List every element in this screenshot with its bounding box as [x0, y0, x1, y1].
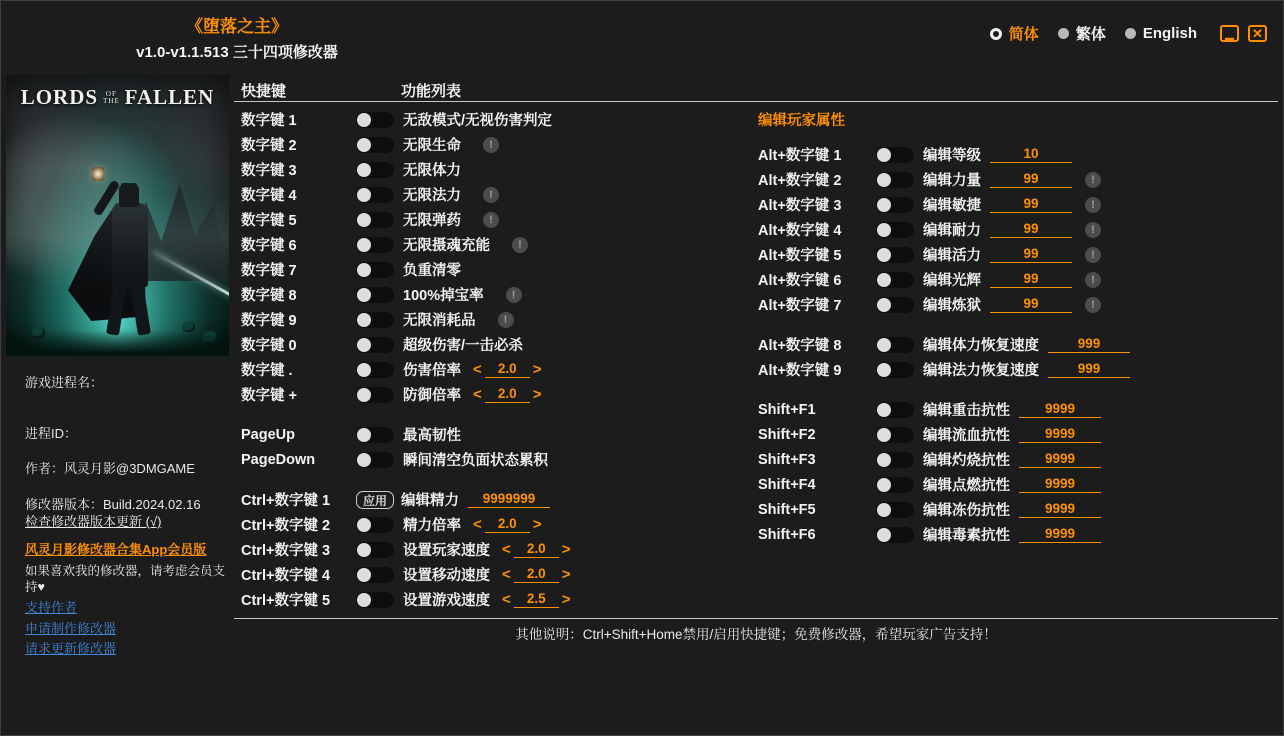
stepper-decrease-icon[interactable]: <	[473, 386, 482, 403]
value-input[interactable]: 99	[990, 271, 1072, 288]
value-input[interactable]: 99	[990, 221, 1072, 238]
function-label: 编辑法力恢复速度	[923, 363, 1039, 379]
value-input[interactable]: 9999999	[468, 491, 550, 508]
function-label: 设置游戏速度	[403, 593, 490, 609]
toggle-knob	[357, 568, 371, 582]
value-input[interactable]: 9999	[1019, 426, 1101, 443]
hotkey-label: Shift+F1	[758, 401, 816, 418]
warning-icon: !	[483, 212, 499, 228]
toggle-knob	[877, 478, 891, 492]
hotkey-row	[241, 232, 771, 257]
process-id-label: 进程ID：	[25, 426, 78, 441]
value-input[interactable]: 999	[1048, 361, 1130, 378]
stepper-value[interactable]: 2.0	[485, 386, 530, 403]
toggle-switch[interactable]	[356, 362, 394, 378]
sidebar-info	[25, 375, 231, 662]
value-input[interactable]: 9999	[1019, 476, 1101, 493]
hotkey-label: Ctrl+数字键 1	[241, 493, 331, 509]
language-option[interactable]	[990, 23, 1039, 44]
toggle-knob	[357, 518, 371, 532]
hotkey-label: 数字键 4	[241, 188, 297, 204]
language-label: 简体	[1008, 26, 1039, 43]
hotkey-row	[241, 487, 771, 512]
warning-icon: !	[483, 137, 499, 153]
toggle-knob	[877, 148, 891, 162]
hotkey-label: Alt+数字键 4	[758, 223, 842, 239]
hotkey-label: 数字键 9	[241, 313, 297, 329]
toggle-switch[interactable]	[356, 387, 394, 403]
hotkey-row	[758, 242, 1284, 267]
value-input[interactable]: 99	[990, 296, 1072, 313]
toggle-switch[interactable]	[876, 297, 914, 313]
hotkey-label: 数字键 6	[241, 238, 297, 254]
divider-bottom	[234, 618, 1278, 619]
sword-art	[153, 251, 229, 306]
hotkey-row	[241, 537, 771, 562]
value-input[interactable]: 99	[990, 171, 1072, 188]
hotkey-row	[241, 307, 771, 332]
stepper-value[interactable]: 2.0	[485, 361, 530, 378]
function-label: 编辑光辉	[923, 273, 981, 289]
apply-button[interactable]: 应用	[356, 491, 394, 509]
stepper-decrease-icon[interactable]: <	[473, 361, 482, 378]
value-input[interactable]: 99	[990, 196, 1072, 213]
function-label: 编辑敏捷	[923, 198, 981, 214]
toggle-knob	[877, 338, 891, 352]
warning-icon: !	[1085, 247, 1101, 263]
toggle-switch[interactable]	[356, 427, 394, 443]
toggle-knob	[877, 403, 891, 417]
hotkey-row	[758, 447, 1284, 472]
game-cover-art	[6, 75, 229, 356]
logo-of-the: OF THE	[103, 89, 120, 105]
toggle-knob	[877, 248, 891, 262]
toggle-switch[interactable]	[876, 502, 914, 518]
hotkey-label: Shift+F6	[758, 526, 816, 543]
hotkey-row	[241, 562, 771, 587]
stepper-increase-icon[interactable]: >	[561, 566, 571, 583]
toggle-switch[interactable]	[356, 567, 394, 583]
toggle-knob	[877, 223, 891, 237]
radio-icon	[1058, 28, 1069, 39]
hotkey-label: Shift+F2	[758, 426, 816, 443]
function-label: 无限法力	[403, 188, 461, 204]
function-label: 无限消耗品	[403, 313, 476, 329]
function-label: 编辑点燃抗性	[923, 478, 1010, 494]
hotkey-row	[241, 512, 771, 537]
hotkey-label: 数字键 5	[241, 213, 297, 229]
stepper-decrease-icon[interactable]: <	[473, 516, 482, 533]
function-label: 无限摄魂充能	[403, 238, 490, 254]
stepper-increase-icon[interactable]: >	[532, 516, 542, 533]
hotkey-label: 数字键 8	[241, 288, 297, 304]
hotkey-label: Alt+数字键 8	[758, 338, 842, 354]
hotkey-row	[758, 142, 1284, 167]
language-option[interactable]	[1125, 25, 1197, 42]
hotkey-column-header: 快捷键	[241, 83, 287, 100]
function-label: 设置移动速度	[403, 568, 490, 584]
language-bar	[990, 23, 1267, 44]
stepper-decrease-icon[interactable]: <	[502, 591, 511, 608]
toggle-switch[interactable]	[876, 272, 914, 288]
hotkey-label: Alt+数字键 5	[758, 248, 842, 264]
author-label: 作者：风灵月影@3DMGAME	[25, 461, 195, 476]
hotkey-row	[241, 587, 771, 612]
toggle-knob	[357, 213, 371, 227]
language-option[interactable]	[1058, 23, 1106, 44]
warning-icon: !	[512, 237, 528, 253]
stepper-value[interactable]: 2.0	[514, 566, 559, 583]
app-title-block	[37, 12, 437, 62]
request-update-link[interactable]: 请求更新修改器	[25, 641, 117, 656]
hotkey-label: Ctrl+数字键 3	[241, 543, 331, 559]
hotkey-row	[758, 332, 1284, 357]
toggle-switch[interactable]	[356, 262, 394, 278]
footer-note: 其他说明：Ctrl+Shift+Home禁用/启用快捷键；免费修改器，希望玩家广告支持！	[515, 627, 997, 642]
function-list-left	[241, 107, 771, 612]
hotkey-row	[241, 132, 771, 157]
function-label: 编辑流血抗性	[923, 428, 1010, 444]
toggle-switch[interactable]	[356, 312, 394, 328]
hotkey-label: 数字键 0	[241, 338, 297, 354]
hotkey-label: 数字键 2	[241, 138, 297, 154]
toggle-switch[interactable]	[876, 247, 914, 263]
app-subtitle: v1.0-v1.1.513 三十四项修改器	[136, 44, 338, 61]
stepper-decrease-icon[interactable]: <	[502, 541, 511, 558]
hotkey-label: 数字键 7	[241, 263, 297, 279]
toggle-switch[interactable]	[356, 162, 394, 178]
stepper-increase-icon[interactable]: >	[561, 591, 571, 608]
toggle-switch[interactable]	[876, 362, 914, 378]
toggle-switch[interactable]	[356, 592, 394, 608]
logo-fallen: FALLEN	[124, 85, 215, 109]
toggle-switch[interactable]	[356, 517, 394, 533]
function-label: 瞬间清空负面状态累积	[403, 453, 548, 469]
minimize-button[interactable]	[1220, 25, 1239, 42]
hotkey-row	[758, 267, 1284, 292]
toggle-switch[interactable]	[356, 137, 394, 153]
toggle-knob	[357, 593, 371, 607]
function-label: 编辑冻伤抗性	[923, 503, 1010, 519]
game-logo	[6, 85, 229, 110]
support-note: 如果喜欢我的修改器，请考虑会员支持♥	[25, 564, 226, 594]
hotkey-label: Shift+F5	[758, 501, 816, 518]
toggle-knob	[877, 453, 891, 467]
toggle-knob	[877, 198, 891, 212]
function-label: 伤害倍率	[403, 363, 461, 379]
value-input[interactable]: 9999	[1019, 401, 1101, 418]
toggle-knob	[357, 238, 371, 252]
hotkey-label: Alt+数字键 3	[758, 198, 842, 214]
stepper-increase-icon[interactable]: >	[532, 386, 542, 403]
value-input[interactable]: 9999	[1019, 526, 1101, 543]
hotkey-row	[241, 422, 771, 447]
toggle-switch[interactable]	[356, 187, 394, 203]
toggle-switch[interactable]	[876, 172, 914, 188]
hotkey-row	[241, 182, 771, 207]
function-label: 防御倍率	[403, 388, 461, 404]
warning-icon: !	[1085, 222, 1101, 238]
hotkey-row	[241, 257, 771, 282]
toggle-knob	[877, 428, 891, 442]
window-controls	[1220, 25, 1267, 42]
toggle-knob	[357, 113, 371, 127]
player-attributes-header: 编辑玩家属性	[758, 113, 845, 129]
toggle-knob	[877, 273, 891, 287]
function-label: 无敌模式/无视伤害判定	[403, 113, 553, 129]
hotkey-label: 数字键 .	[241, 363, 293, 379]
hotkey-row	[241, 207, 771, 232]
hotkey-row	[758, 472, 1284, 497]
hotkey-row	[241, 332, 771, 357]
toggle-switch[interactable]	[356, 112, 394, 128]
hotkey-row	[758, 397, 1284, 422]
toggle-switch[interactable]	[876, 147, 914, 163]
hotkey-label: Ctrl+数字键 4	[241, 568, 331, 584]
stepper-value[interactable]: 2.5	[514, 591, 559, 608]
toggle-switch[interactable]	[876, 452, 914, 468]
support-author-link[interactable]: 支持作者	[25, 600, 78, 615]
function-label: 编辑等级	[923, 148, 981, 164]
hotkey-label: Shift+F4	[758, 476, 816, 493]
warning-icon: !	[483, 187, 499, 203]
hotkey-label: Alt+数字键 9	[758, 363, 842, 379]
hotkey-label: Ctrl+数字键 5	[241, 593, 331, 609]
toggle-switch[interactable]	[876, 337, 914, 353]
toggle-switch[interactable]	[356, 337, 394, 353]
hotkey-label: Ctrl+数字键 2	[241, 518, 331, 534]
toggle-knob	[357, 388, 371, 402]
function-label: 编辑体力恢复速度	[923, 338, 1039, 354]
value-input[interactable]: 9999	[1019, 501, 1101, 518]
toggle-switch[interactable]	[356, 287, 394, 303]
function-label: 无限体力	[403, 163, 461, 179]
hotkey-label: 数字键 1	[241, 113, 297, 129]
function-column-header: 功能列表	[401, 83, 462, 100]
process-name-label: 游戏进程名：	[25, 375, 104, 390]
toggle-switch[interactable]	[876, 477, 914, 493]
toggle-knob	[357, 313, 371, 327]
hotkey-row	[241, 107, 771, 132]
toggle-knob	[357, 188, 371, 202]
toggle-knob	[877, 528, 891, 542]
toggle-switch[interactable]	[876, 197, 914, 213]
toggle-knob	[357, 363, 371, 377]
function-label: 编辑力量	[923, 173, 981, 189]
value-input[interactable]: 9999	[1019, 451, 1101, 468]
hotkey-row	[758, 192, 1284, 217]
function-label: 编辑耐力	[923, 223, 981, 239]
function-label: 负重清零	[403, 263, 461, 279]
toggle-knob	[357, 338, 371, 352]
function-label: 编辑炼狱	[923, 298, 981, 314]
toggle-switch[interactable]	[876, 527, 914, 543]
toggle-knob	[877, 363, 891, 377]
warning-icon: !	[1085, 272, 1101, 288]
toggle-knob	[357, 543, 371, 557]
toggle-switch[interactable]	[876, 222, 914, 238]
warning-icon: !	[1085, 197, 1101, 213]
hotkey-row	[241, 282, 771, 307]
radio-icon	[990, 28, 1002, 40]
warning-icon: !	[498, 312, 514, 328]
toggle-knob	[357, 138, 371, 152]
hotkey-label: PageUp	[241, 426, 295, 443]
logo-lords: LORDS	[20, 85, 99, 109]
divider-top	[234, 101, 1278, 102]
warning-icon: !	[506, 287, 522, 303]
language-label: English	[1142, 25, 1197, 42]
function-label: 最高韧性	[403, 428, 461, 444]
function-label: 超级伤害/一击必杀	[403, 338, 524, 354]
value-input[interactable]: 10	[990, 146, 1072, 163]
function-label: 编辑灼烧抗性	[923, 453, 1010, 469]
function-label: 无限弹药	[403, 213, 461, 229]
hotkey-row	[241, 157, 771, 182]
function-label: 编辑活力	[923, 248, 981, 264]
radio-icon	[1125, 28, 1136, 39]
stepper-value[interactable]: 2.0	[485, 516, 530, 533]
toggle-knob	[357, 288, 371, 302]
hotkey-row	[758, 217, 1284, 242]
stepper-increase-icon[interactable]: >	[561, 541, 571, 558]
function-label: 100%掉宝率	[403, 288, 484, 304]
value-input[interactable]: 99	[990, 246, 1072, 263]
hotkey-row	[758, 167, 1284, 192]
language-label: 繁体	[1075, 26, 1106, 43]
toggle-knob	[357, 263, 371, 277]
hotkey-row	[758, 522, 1284, 547]
hotkey-label: Alt+数字键 2	[758, 173, 842, 189]
function-label: 编辑重击抗性	[923, 403, 1010, 419]
toggle-switch[interactable]	[356, 542, 394, 558]
toggle-knob	[877, 503, 891, 517]
toggle-switch[interactable]	[356, 452, 394, 468]
toggle-knob	[877, 173, 891, 187]
toggle-knob	[357, 453, 371, 467]
hotkey-row	[758, 292, 1284, 317]
warning-icon: !	[1085, 172, 1101, 188]
hotkey-label: Alt+数字键 1	[758, 148, 842, 164]
toggle-knob	[357, 163, 371, 177]
trainer-version-label: 修改器版本：Build.2024.02.16	[25, 497, 201, 512]
app-title: 《堕落之主》	[186, 17, 288, 36]
app-member-link[interactable]: 风灵月影修改器合集App会员版	[25, 542, 207, 557]
hotkey-label: Alt+数字键 6	[758, 273, 842, 289]
hotkey-label: Shift+F3	[758, 451, 816, 468]
function-label: 编辑毒素抗性	[923, 528, 1010, 544]
close-icon: ✕	[1252, 26, 1263, 41]
hotkey-row	[241, 382, 771, 407]
hotkey-label: 数字键 +	[241, 388, 297, 404]
hotkey-row	[241, 447, 771, 472]
hotkey-row	[241, 357, 771, 382]
function-list-right	[758, 142, 1284, 547]
toggle-switch[interactable]	[356, 212, 394, 228]
function-label: 精力倍率	[403, 518, 461, 534]
hotkey-row	[758, 422, 1284, 447]
toggle-knob	[357, 428, 371, 442]
stepper-decrease-icon[interactable]: <	[502, 566, 511, 583]
hotkey-row	[758, 357, 1284, 382]
function-label: 设置玩家速度	[403, 543, 490, 559]
warning-icon: !	[1085, 297, 1101, 313]
toggle-switch[interactable]	[356, 237, 394, 253]
value-input[interactable]: 999	[1048, 336, 1130, 353]
function-label: 编辑精力	[401, 493, 460, 509]
toggle-switch[interactable]	[876, 402, 914, 418]
close-button[interactable]	[1248, 25, 1267, 42]
toggle-switch[interactable]	[876, 427, 914, 443]
request-trainer-link[interactable]: 申请制作修改器	[25, 620, 117, 636]
hotkey-label: 数字键 3	[241, 163, 297, 179]
hotkey-label: Alt+数字键 7	[758, 298, 842, 314]
check-update-link[interactable]: 检查修改器版本更新 (√)	[25, 514, 162, 529]
function-label: 无限生命	[403, 138, 461, 154]
stepper-increase-icon[interactable]: >	[532, 361, 542, 378]
minimize-icon: ▁	[1225, 28, 1234, 40]
hotkey-row	[758, 497, 1284, 522]
toggle-knob	[877, 298, 891, 312]
hotkey-label: PageDown	[241, 451, 316, 468]
stepper-value[interactable]: 2.0	[514, 541, 559, 558]
